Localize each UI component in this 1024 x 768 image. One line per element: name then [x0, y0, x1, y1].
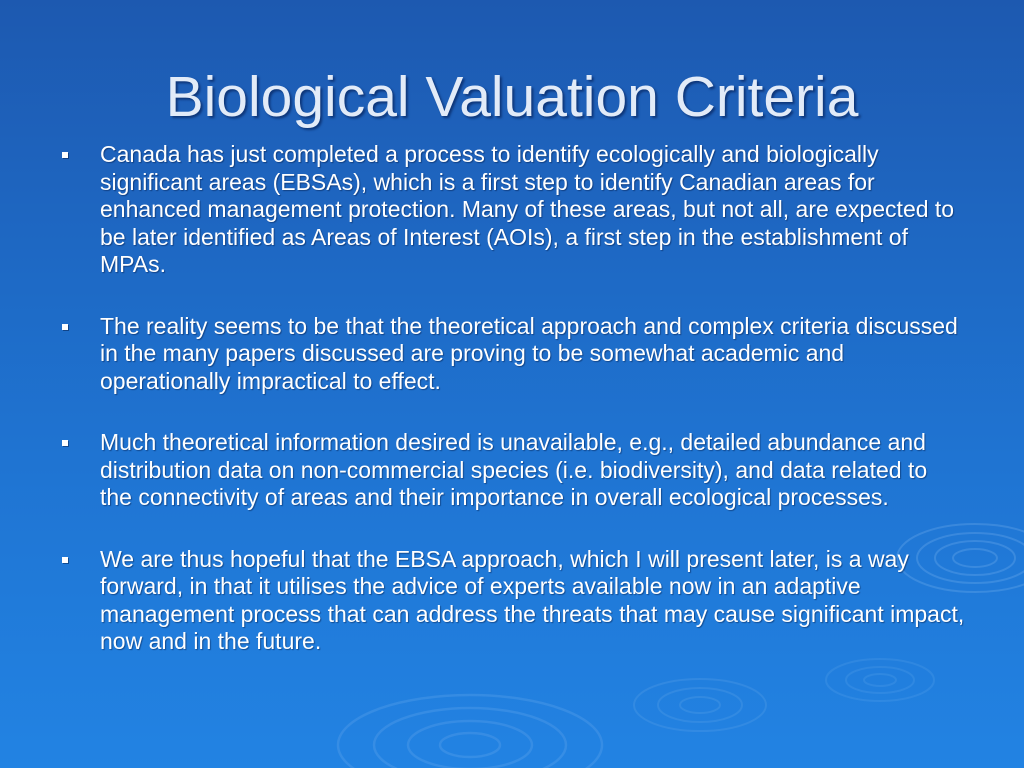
- ripple-ring: [658, 688, 742, 722]
- ripple-ring: [440, 733, 500, 757]
- ripple-ring: [338, 695, 602, 768]
- bullet-item: [60, 313, 965, 396]
- bullet-text: Canada has just completed a process to identify ecologically and biologically significant areas (EBSAs), which is a first step to identify Canadian areas for enhanced management protection. Many of these areas, but not all, are expected to be later identified as Areas of Interest (AOIs), a first step in the establishment of MPAs.: [100, 141, 955, 277]
- square-bullet-icon: [62, 557, 68, 563]
- square-bullet-icon: [62, 152, 68, 158]
- bullet-item: [60, 429, 965, 512]
- bullet-text: Much theoretical information desired is unavailable, e.g., detailed abundance and distribution data on non-commercial species (i.e. biodiversity), and data related to the connectivity of areas and their importance in overall ecological processes.: [100, 429, 928, 510]
- bullet-list: [60, 141, 965, 690]
- ripple-ring: [408, 721, 532, 768]
- bullet-text: The reality seems to be that the theoretical approach and complex criteria discussed in the many papers discussed are proving to be somewhat academic and operationally impractical to effect.: [100, 312, 958, 394]
- ripple-ring: [374, 708, 566, 768]
- ripple-ring: [680, 697, 720, 713]
- bullet-item: [60, 546, 965, 656]
- square-bullet-icon: [62, 440, 68, 446]
- bullet-text: We are thus hopeful that the EBSA approach, which I will present later, is a way forward, in that it utilises the advice of experts available now in an adaptive management process that can address the threats that may cause significant impact, now and in the future.: [100, 545, 965, 654]
- square-bullet-icon: [62, 324, 68, 330]
- slide-title: Biological Valuation Criteria: [165, 65, 859, 129]
- bullet-item: [60, 141, 965, 279]
